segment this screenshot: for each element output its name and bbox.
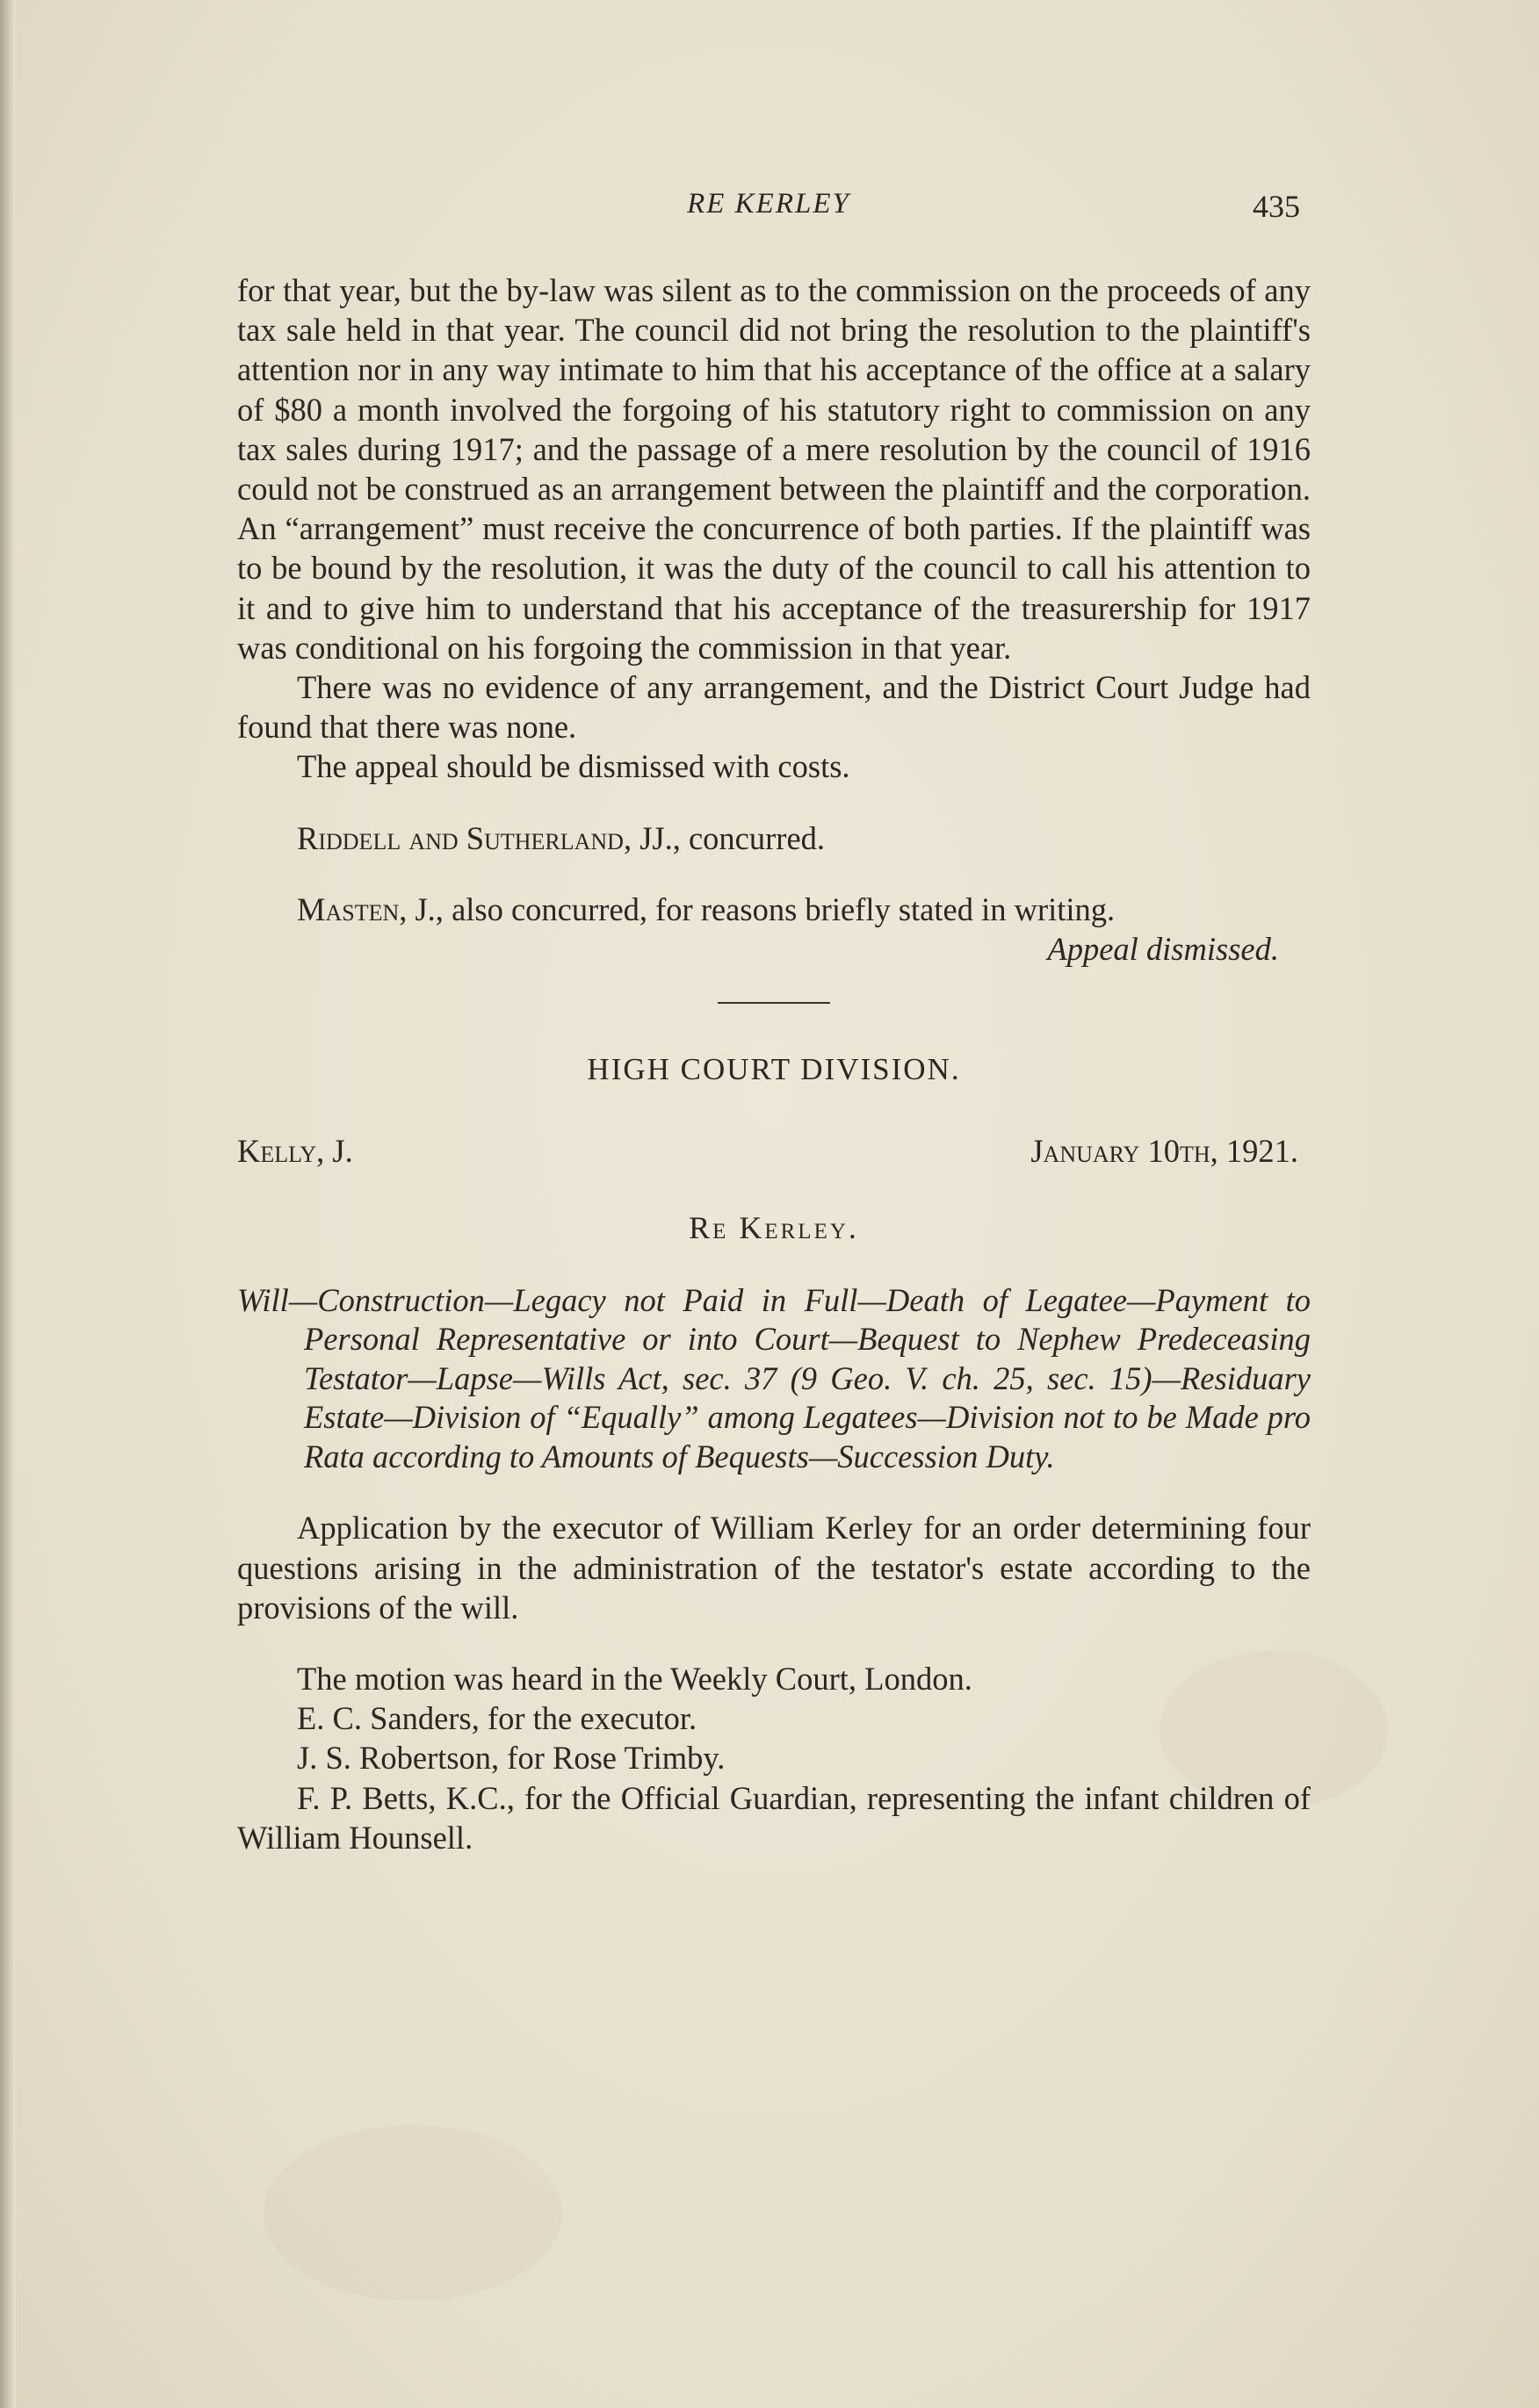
body-paragraph: There was no evidence of any arrangement, and the District Court Judge had found that there was none.	[237, 669, 1311, 746]
judge-name: Masten, J.,	[297, 890, 444, 927]
paper-stain	[264, 2125, 562, 2301]
page-number: 435	[1253, 189, 1300, 224]
page-header	[237, 188, 1300, 230]
body-paragraph: Application by the executor of William Kerley for an order determining four questions arising in the administration of the testator's estate according to the provisions of the will.	[237, 1510, 1311, 1626]
body-paragraph: The appeal should be dismissed with costs.	[297, 748, 850, 785]
body-paragraph: for that year, but the by-law was silent as to the commission on the proceeds of any tax sale held in that year. The council did not bring the resolution to the plaintiff's attention nor in any way intimate to him that his acceptance of the office at a salary of $80 a month involved the forgoing of his statutory right to commission on any tax sales during 1917; and the passage of a mere resolution by the council of 1916 could not be construed as an arrangement between the plaintiff and the corporation. An “arrangement” must receive the concurrence of both parties. If the plaintiff was to be bound by the resolution, it was the duty of the council to call his attention to it and to give him to understand that his acceptance of the treasurership for 1917 was conditional on his forgoing the commission in that year.	[237, 272, 1311, 666]
concurrence-line	[237, 818, 1311, 858]
concurrence-text: concurred.	[680, 819, 826, 856]
concurrence-text: also concurred, for reasons briefly stated in writing.	[443, 890, 1116, 927]
counsel-line: E. C. Sanders, for the executor.	[297, 1700, 697, 1737]
counsel-line: J. S. Robertson, for Rose Trimby.	[297, 1740, 726, 1777]
body-paragraph: The motion was heard in the Weekly Court, London.	[297, 1660, 972, 1697]
page-binding-edge	[0, 0, 16, 2408]
division-heading: HIGH COURT DIVISION.	[587, 1052, 961, 1087]
judge: Kelly, J.	[237, 1133, 353, 1170]
headnote: Will—Construction—Legacy not Paid in Full—Death of Legatee—Payment to Personal Representative or into Court—Bequest to Nephew Predeceasing Testator—Lapse—Wills Act, sec. 37 (9 Geo. V. ch. 25, sec. 15)—Residuary Estate—Division of “Equally” among Legatees—Division not to be Made pro Rata according to Amounts of Bequests—Succession Duty.	[237, 1281, 1311, 1474]
judge-date-line	[237, 1131, 1311, 1171]
section-rule	[718, 1002, 830, 1004]
judge-names: Riddell and Sutherland, JJ.,	[297, 819, 681, 856]
concurrence-line	[237, 890, 1311, 929]
disposition: Appeal dismissed.	[1047, 931, 1279, 968]
case-title: Re Kerley.	[689, 1209, 859, 1245]
counsel-line: F. P. Betts, K.C., for the Official Guardian, representing the infant children of William Hounsell.	[237, 1779, 1311, 1856]
decision-date: January 10th, 1921.	[1030, 1133, 1298, 1170]
page-body	[237, 270, 1311, 1857]
running-head: RE KERLEY	[687, 188, 850, 220]
